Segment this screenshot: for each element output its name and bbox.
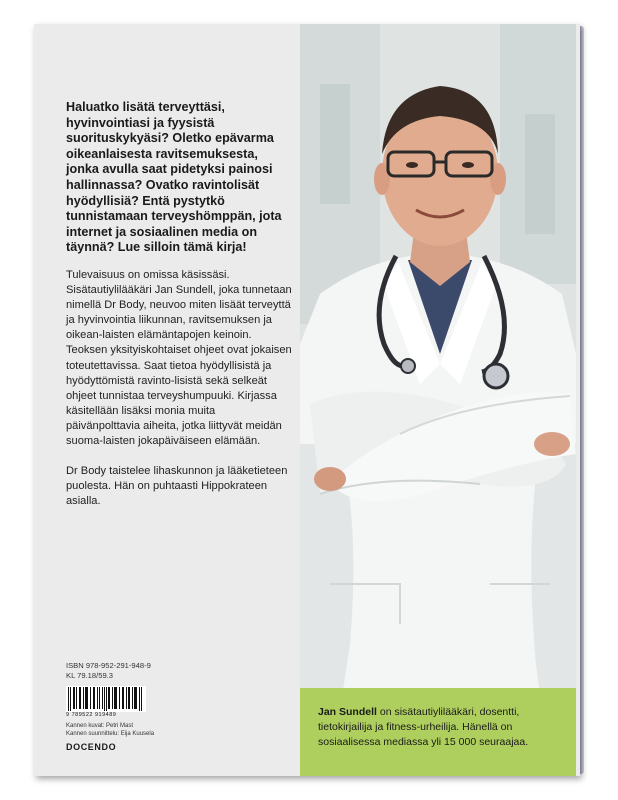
barcode-number: 9 789522 919489 [66, 712, 117, 718]
barcode-icon [66, 686, 146, 712]
author-name: Jan Sundell [318, 706, 377, 718]
library-class: KL 79.18/59.3 [66, 671, 114, 680]
author-photo [300, 24, 576, 776]
blurb-paragraph-2: Dr Body taistelee lihaskunnon ja lääketieteen puolesta. Hän on puhtaasti Hippokrateen asialla. [66, 465, 288, 508]
credit-photos: Kannen kuvat: Petri Mast [66, 723, 134, 729]
publisher-logo: DOCENDO [66, 742, 117, 752]
author-bio [318, 705, 568, 750]
cover-credits [66, 722, 246, 738]
isbn-number: ISBN 978-952-291-948-9 [66, 661, 151, 670]
isbn-info [66, 661, 226, 681]
blurb-headline: Haluatko lisätä terveyttäsi, hyvinvointiasi ja fyysistä suorituskykyäsi? Oletko epävarma oikeanlaisesta ravitsemuksesta, jonka avulla saat pidetyksi painosi hallinnassa? Ovatko ravintolisät hyödyllisiä? Entä pystytkö tunnistamaan terveyshömppän, jota internet ja sosiaalinen media on täynnä? Lue silloin tämä kirja! [66, 100, 282, 255]
doctor-portrait-illustration [300, 24, 576, 776]
barcode [66, 686, 146, 712]
blurb-body [66, 268, 292, 524]
credit-design: Kannen suunnittelu: Eija Kuusela [66, 731, 155, 737]
author-bio-text: on sisätautiylilääkäri, dosentti, tietokirjailija ja fitness-urheilija. Hänellä on sosiaalisessa mediassa yli 15 000 seuraajaa. [318, 706, 529, 748]
blurb-paragraph-1: Tulevaisuus on omissa käsissäsi. Sisätautiylilääkäri Jan Sundell, joka tunnetaan nimellä Dr Body, neuvoo miten lisäät terveyttä ja hyvinvointia liikunnan, ravitsemuksen ja oikean-laisten elämäntapojen keinoin. Teoksen yksityiskohtaiset ohjeet ovat jokaisen toteutettavissa. Saat tietoa hyödyllisistä ja hyödyttömistä ravinto-lisistä sekä selkeät ohjeet tunnistaa terveyshumpuuki. Kirjassa käsitellään lisäksi monia muita päivänpolttavia aiheita, jotka liittyvät meidän suoma-laisten jokapäiväiseen elämään. [66, 269, 292, 448]
